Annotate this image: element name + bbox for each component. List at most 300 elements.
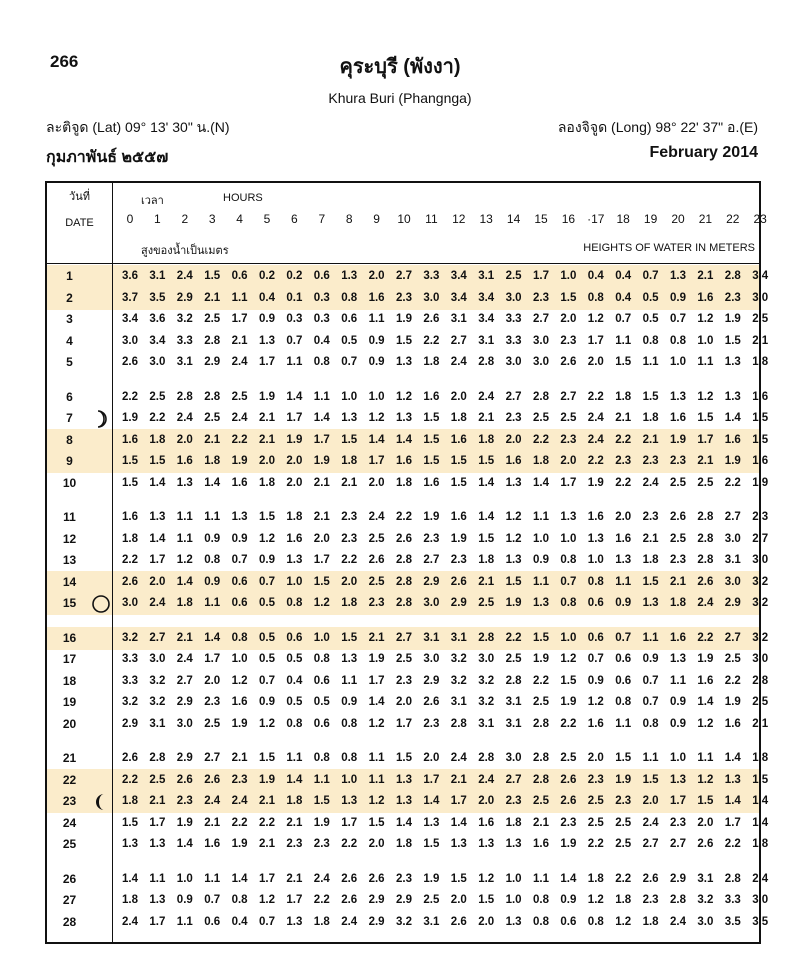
water-height-cell: 1.8 <box>752 356 769 368</box>
water-height-cell: 1.8 <box>478 554 495 566</box>
water-height-cell: 1.8 <box>505 816 522 829</box>
water-height-cell: 1.5 <box>204 270 221 282</box>
water-height-cell: 2.4 <box>231 412 248 424</box>
water-height-cell: 1.7 <box>587 334 604 347</box>
hour-header: 10 <box>397 212 411 226</box>
water-height-cell: 0.8 <box>231 631 248 644</box>
water-height-cell: 1.9 <box>724 696 741 708</box>
water-height-cell: 1.7 <box>450 795 467 807</box>
water-height-cell: 1.3 <box>122 838 138 850</box>
water-height-cell: 2.1 <box>259 433 275 446</box>
water-height-cell: 2.2 <box>560 717 577 730</box>
water-height-cell: 1.4 <box>176 575 193 588</box>
water-height-cell: 0.9 <box>670 291 686 304</box>
water-height-cell: 3.5 <box>752 915 769 928</box>
water-height-cell: 2.0 <box>286 476 303 489</box>
water-height-cell: 3.3 <box>122 653 138 665</box>
hour-header: 7 <box>318 212 326 226</box>
water-height-cell: 2.0 <box>450 894 467 906</box>
water-height-cell: 0.6 <box>286 631 303 644</box>
water-height-cell: 1.1 <box>204 872 221 885</box>
water-height-cell: 1.1 <box>149 872 166 885</box>
water-height-cell: 3.1 <box>450 313 467 325</box>
water-height-cell: 1.6 <box>231 476 248 489</box>
water-height-cell: 2.2 <box>505 631 522 644</box>
water-height-cell: 2.8 <box>478 356 495 368</box>
water-height-cell: 1.3 <box>505 476 522 489</box>
water-height-cell: 2.6 <box>204 773 221 786</box>
water-height-cell: 2.3 <box>670 816 686 829</box>
water-height-cell: 2.1 <box>313 476 330 489</box>
water-height-cell: 1.4 <box>752 816 769 829</box>
water-height-cell: 2.8 <box>533 752 549 764</box>
water-height-cell: 1.4 <box>423 795 440 807</box>
water-height-cell: 1.1 <box>697 752 714 764</box>
water-height-cell: 1.0 <box>697 334 714 347</box>
water-height-cell: 1.8 <box>286 511 303 523</box>
water-height-cell: 1.6 <box>396 455 412 467</box>
water-height-cell: 1.1 <box>231 291 248 304</box>
water-height-cell: 2.0 <box>478 915 495 928</box>
water-height-cell: 0.7 <box>587 653 604 665</box>
water-height-cell: 2.3 <box>670 554 686 566</box>
water-height-cell: 1.2 <box>259 717 275 730</box>
water-height-cell: 1.1 <box>670 674 686 687</box>
water-height-cell: 2.3 <box>615 455 632 467</box>
water-height-cell: 0.9 <box>587 674 604 687</box>
hour-header: 9 <box>373 212 380 226</box>
water-height-cell: 2.1 <box>752 334 769 347</box>
water-height-cell: 3.2 <box>122 696 138 708</box>
water-height-cell: 1.3 <box>505 915 522 928</box>
water-height-cell: 1.7 <box>341 816 358 829</box>
water-height-cell: 0.7 <box>615 631 632 644</box>
water-height-cell: 1.0 <box>368 390 385 403</box>
water-height-cell: 2.8 <box>533 717 549 730</box>
water-height-cell: 1.3 <box>423 816 440 829</box>
day-number: 4 <box>66 333 73 348</box>
water-height-cell: 1.9 <box>231 717 248 730</box>
water-height-cell: 1.2 <box>478 872 495 885</box>
water-height-cell: 1.4 <box>204 631 221 644</box>
water-height-cell: 1.3 <box>505 838 522 850</box>
water-height-cell: 1.7 <box>396 717 412 730</box>
water-height-cell: 0.5 <box>341 334 358 347</box>
water-height-cell: 1.4 <box>176 838 193 850</box>
water-height-cell: 2.2 <box>615 433 632 446</box>
water-height-cell: 2.7 <box>670 838 686 850</box>
water-height-cell: 1.5 <box>341 433 358 446</box>
water-height-cell: 1.5 <box>396 334 412 347</box>
water-height-cell: 1.0 <box>560 631 577 644</box>
hour-header: 8 <box>345 212 353 226</box>
water-height-cell: 2.2 <box>533 674 549 687</box>
water-height-cell: 2.1 <box>697 270 714 282</box>
water-height-cell: 1.5 <box>642 773 659 786</box>
water-height-cell: 1.1 <box>176 532 193 545</box>
water-height-cell: 2.3 <box>313 838 330 850</box>
water-height-cell: 0.7 <box>642 674 659 687</box>
water-height-cell: 0.5 <box>259 653 275 665</box>
water-height-cell: 0.8 <box>642 717 659 730</box>
water-height-cell: 3.1 <box>450 696 467 708</box>
water-height-cell: 1.4 <box>533 476 549 489</box>
water-height-cell: 2.0 <box>313 532 330 545</box>
water-height-cell: 0.8 <box>313 752 330 764</box>
water-height-cell: 1.5 <box>478 455 495 467</box>
water-height-cell: 1.6 <box>122 511 138 523</box>
water-height-cell: 0.8 <box>204 554 221 566</box>
water-height-cell: 0.6 <box>231 270 248 282</box>
water-height-cell: 1.7 <box>560 476 577 489</box>
water-height-cell: 1.7 <box>670 795 686 807</box>
water-height-cell: 1.5 <box>122 476 138 489</box>
water-height-cell: 1.4 <box>752 795 769 807</box>
water-height-cell: 1.6 <box>204 838 221 850</box>
water-height-cell: 2.4 <box>149 597 166 609</box>
water-height-cell: 2.2 <box>122 554 138 566</box>
water-height-cell: 1.1 <box>341 674 358 687</box>
water-height-cell: 1.1 <box>642 356 659 368</box>
table-row <box>47 474 769 494</box>
water-height-cell: 1.2 <box>368 717 385 730</box>
day-number: 19 <box>62 695 77 709</box>
water-height-cell: 2.6 <box>560 773 577 786</box>
water-height-cell: 0.8 <box>341 752 358 764</box>
water-height-cell: 1.5 <box>752 412 769 424</box>
water-height-cell: 3.3 <box>423 270 440 282</box>
hour-header: 4 <box>236 212 243 226</box>
water-height-cell: 2.5 <box>670 476 686 489</box>
water-height-cell: 1.0 <box>670 356 686 368</box>
water-height-cell: 0.8 <box>231 894 248 906</box>
water-height-cell: 0.8 <box>533 915 549 928</box>
water-height-cell: 0.4 <box>587 270 604 282</box>
water-height-cell: 2.4 <box>478 773 495 786</box>
water-height-cell: 1.6 <box>752 455 769 467</box>
water-height-cell: 1.3 <box>396 356 412 368</box>
water-height-cell: 2.0 <box>149 575 166 588</box>
day-number: 12 <box>62 531 77 546</box>
water-height-cell: 2.0 <box>450 390 467 403</box>
water-height-cell: 0.8 <box>670 334 686 347</box>
water-height-cell: 2.8 <box>697 532 714 545</box>
water-height-cell: 0.8 <box>286 717 303 730</box>
water-height-cell: 2.4 <box>450 752 467 764</box>
water-height-cell: 0.8 <box>642 334 659 347</box>
water-height-cell: 0.6 <box>341 313 358 325</box>
water-height-cell: 1.6 <box>615 532 632 545</box>
water-height-cell: 2.8 <box>533 390 549 403</box>
day-number: 8 <box>66 432 73 447</box>
table-row <box>47 594 769 614</box>
water-height-cell: 1.7 <box>286 412 303 424</box>
water-height-cell: 1.7 <box>313 433 330 446</box>
water-height-cell: 2.9 <box>176 291 193 304</box>
table-row <box>47 388 769 408</box>
water-height-cell: 1.3 <box>533 597 549 609</box>
water-height-cell: 0.9 <box>341 696 358 708</box>
water-height-cell: 1.4 <box>478 511 495 523</box>
water-height-cell: 1.2 <box>587 313 604 325</box>
water-height-cell: 1.4 <box>231 872 248 885</box>
water-height-cell: 3.4 <box>450 270 467 282</box>
hour-header: 22 <box>726 212 740 226</box>
water-height-cell: 1.2 <box>505 532 522 545</box>
water-height-cell: 1.5 <box>615 752 632 764</box>
water-height-cell: 2.3 <box>587 773 604 786</box>
water-height-cell: 1.6 <box>176 455 193 467</box>
water-height-cell: 1.3 <box>149 511 166 523</box>
water-height-cell: 1.1 <box>368 313 385 325</box>
water-height-cell: 1.3 <box>724 390 741 403</box>
water-height-cell: 3.0 <box>505 356 522 368</box>
water-height-cell: 2.1 <box>259 412 275 424</box>
water-height-cell: 2.1 <box>176 631 193 644</box>
water-height-cell: 2.9 <box>122 717 138 730</box>
water-height-cell: 2.2 <box>231 433 248 446</box>
day-number: 28 <box>62 914 77 929</box>
water-height-cell: 2.3 <box>642 455 659 467</box>
day-number: 21 <box>62 751 77 765</box>
day-number: 17 <box>62 652 77 666</box>
water-height-cell: 2.5 <box>231 390 248 403</box>
water-height-cell: 2.2 <box>341 838 358 850</box>
water-height-cell: 1.3 <box>450 838 467 850</box>
water-height-cell: 2.2 <box>533 433 549 446</box>
water-height-cell: 3.1 <box>176 356 193 368</box>
water-height-cell: 2.2 <box>724 674 741 687</box>
water-height-cell: 1.4 <box>286 773 303 786</box>
water-height-cell: 1.9 <box>587 476 604 489</box>
water-height-cell: 0.9 <box>259 554 275 566</box>
water-height-cell: 1.9 <box>450 532 467 545</box>
water-height-cell: 2.6 <box>122 356 138 368</box>
table-row <box>47 267 769 287</box>
water-height-cell: 2.6 <box>368 554 385 566</box>
water-height-cell: 2.2 <box>697 631 714 644</box>
water-height-cell: 0.7 <box>204 894 221 906</box>
water-height-cell: 1.3 <box>587 532 604 545</box>
water-height-cell: 2.2 <box>615 476 632 489</box>
water-height-cell: 1.3 <box>341 270 358 282</box>
water-height-cell: 1.6 <box>670 631 686 644</box>
water-height-cell: 2.1 <box>615 412 632 424</box>
page-number: 266 <box>50 52 79 71</box>
water-height-cell: 0.7 <box>231 554 248 566</box>
water-height-cell: 1.9 <box>423 511 440 523</box>
water-height-cell: 3.3 <box>724 894 741 906</box>
water-height-cell: 2.3 <box>615 795 632 807</box>
water-height-cell: 1.7 <box>533 270 549 282</box>
water-height-cell: 2.3 <box>450 554 467 566</box>
water-height-cell: 3.5 <box>149 291 166 304</box>
water-height-cell: 1.4 <box>368 433 385 446</box>
water-height-cell: 1.3 <box>286 554 303 566</box>
water-height-cell: 3.3 <box>505 313 522 325</box>
water-height-cell: 1.2 <box>259 894 275 906</box>
water-height-cell: 2.3 <box>396 872 412 885</box>
water-height-cell: 3.7 <box>122 291 138 304</box>
water-height-cell: 1.4 <box>286 390 303 403</box>
water-height-cell: 2.0 <box>423 752 440 764</box>
water-height-cell: 3.1 <box>423 915 440 928</box>
day-number: 16 <box>62 630 77 645</box>
water-height-cell: 1.5 <box>697 412 714 424</box>
water-height-cell: 1.8 <box>122 795 138 807</box>
water-height-cell: 0.3 <box>286 313 303 325</box>
water-height-cell: 2.4 <box>231 356 248 368</box>
water-height-cell: 1.5 <box>259 511 275 523</box>
water-height-cell: 1.4 <box>313 412 330 424</box>
water-height-cell: 0.7 <box>259 575 275 588</box>
water-height-cell: 1.3 <box>396 773 412 786</box>
water-height-cell: 2.9 <box>450 597 467 609</box>
water-height-cell: 2.3 <box>505 412 522 424</box>
water-height-cell: 1.3 <box>724 356 741 368</box>
water-height-cell: 0.8 <box>587 915 604 928</box>
water-height-cell: 0.6 <box>587 631 604 644</box>
water-height-cell: 1.9 <box>259 773 275 786</box>
water-height-cell: 1.3 <box>560 511 577 523</box>
water-height-cell: 1.1 <box>642 752 659 764</box>
water-height-cell: 1.0 <box>341 390 358 403</box>
water-height-cell: 1.2 <box>697 773 714 786</box>
water-height-cell: 2.6 <box>423 696 440 708</box>
water-height-cell: 1.5 <box>341 631 358 644</box>
table-row <box>47 715 769 735</box>
water-height-cell: 2.8 <box>149 752 166 764</box>
day-number: 18 <box>62 673 77 688</box>
water-height-cell: 2.3 <box>176 795 193 807</box>
water-height-cell: 1.7 <box>204 653 221 665</box>
water-height-cell: 3.0 <box>505 752 522 764</box>
water-height-cell: 1.7 <box>724 816 741 829</box>
water-height-cell: 1.3 <box>670 773 686 786</box>
day-number: 22 <box>62 772 77 787</box>
water-height-cell: 3.2 <box>752 597 769 609</box>
water-height-cell: 1.5 <box>149 455 166 467</box>
water-height-cell: 3.1 <box>478 270 495 282</box>
hour-header: ·17 <box>587 212 605 226</box>
water-height-cell: 1.7 <box>259 356 275 368</box>
water-height-cell: 0.7 <box>615 313 632 325</box>
water-height-cell: 2.1 <box>478 412 495 424</box>
water-height-cell: 1.5 <box>450 476 467 489</box>
water-height-cell: 2.2 <box>423 334 440 347</box>
water-height-cell: 0.8 <box>615 696 632 708</box>
water-height-cell: 1.8 <box>752 838 769 850</box>
water-height-cell: 1.8 <box>615 894 632 906</box>
water-height-cell: 2.4 <box>176 653 193 665</box>
water-height-cell: 2.5 <box>149 773 166 786</box>
water-height-cell: 1.2 <box>396 390 412 403</box>
water-height-cell: 1.6 <box>587 511 604 523</box>
water-height-cell: 1.9 <box>231 838 248 850</box>
water-height-cell: 0.1 <box>286 291 303 304</box>
water-height-cell: 2.7 <box>724 631 741 644</box>
water-height-cell: 0.4 <box>615 270 632 282</box>
water-height-cell: 1.5 <box>450 455 467 467</box>
water-height-cell: 1.8 <box>204 455 221 467</box>
water-height-cell: 0.9 <box>533 554 549 566</box>
water-height-cell: 1.8 <box>341 597 358 609</box>
hour-header: 5 <box>263 212 271 226</box>
water-height-cell: 1.5 <box>478 532 495 545</box>
table-row <box>47 650 769 670</box>
water-height-cell: 2.9 <box>176 752 193 764</box>
water-height-cell: 0.9 <box>560 894 577 906</box>
water-height-cell: 1.5 <box>313 575 330 588</box>
water-height-cell: 0.5 <box>259 597 275 609</box>
water-height-cell: 1.2 <box>231 674 248 687</box>
water-height-cell: 3.1 <box>478 334 495 347</box>
table-row <box>47 508 769 528</box>
water-height-cell: 2.4 <box>642 816 659 829</box>
water-height-cell: 2.3 <box>505 795 522 807</box>
water-height-cell: 3.1 <box>149 717 166 730</box>
water-height-cell: 0.4 <box>313 334 330 347</box>
water-height-cell: 2.7 <box>752 532 769 545</box>
water-height-cell: 1.9 <box>122 412 138 424</box>
full-moon-icon <box>91 594 111 614</box>
water-height-cell: 0.6 <box>587 597 604 609</box>
water-height-cell: 0.6 <box>615 674 632 687</box>
water-height-cell: 2.3 <box>423 532 440 545</box>
water-height-cell: 3.0 <box>122 334 138 347</box>
hour-header: 6 <box>291 212 298 226</box>
water-height-cell: 2.4 <box>341 915 358 928</box>
water-height-cell: 1.6 <box>450 433 467 446</box>
water-height-cell: 2.3 <box>642 894 659 906</box>
water-height-cell: 2.1 <box>204 291 221 304</box>
water-height-cell: 3.4 <box>450 291 467 304</box>
water-height-cell: 3.2 <box>450 653 467 665</box>
water-height-cell: 1.6 <box>423 476 440 489</box>
water-height-cell: 3.6 <box>149 313 166 325</box>
water-height-cell: 3.0 <box>149 653 166 665</box>
day-number: 2 <box>66 290 73 305</box>
water-height-cell: 1.6 <box>286 532 303 545</box>
water-height-cell: 1.4 <box>204 476 221 489</box>
water-height-cell: 1.1 <box>204 597 221 609</box>
water-height-cell: 3.1 <box>450 631 467 644</box>
water-height-cell: 2.7 <box>560 390 577 403</box>
water-height-cell: 2.1 <box>642 532 659 545</box>
day-number: 26 <box>62 871 77 886</box>
water-height-cell: 2.8 <box>204 390 221 403</box>
water-height-cell: 1.5 <box>642 390 659 403</box>
table-row <box>47 913 769 933</box>
water-height-cell: 1.5 <box>259 752 275 764</box>
water-height-cell: 2.7 <box>176 674 193 687</box>
day-number: 15 <box>62 596 77 610</box>
water-height-cell: 2.5 <box>204 412 221 424</box>
water-height-cell: 2.9 <box>368 915 385 928</box>
table-row <box>47 310 769 330</box>
water-height-cell: 2.8 <box>697 511 714 523</box>
water-height-cell: 2.0 <box>615 511 632 523</box>
water-height-cell: 2.8 <box>724 270 741 282</box>
water-height-cell: 1.9 <box>286 433 303 446</box>
water-height-cell: 1.9 <box>313 455 330 467</box>
water-height-cell: 1.7 <box>313 554 330 566</box>
water-height-cell: 1.3 <box>615 554 632 566</box>
hour-header: 0 <box>126 212 134 226</box>
water-height-cell: 2.5 <box>204 717 221 730</box>
water-height-cell: 1.5 <box>423 433 440 446</box>
water-height-cell: 3.4 <box>122 313 138 325</box>
